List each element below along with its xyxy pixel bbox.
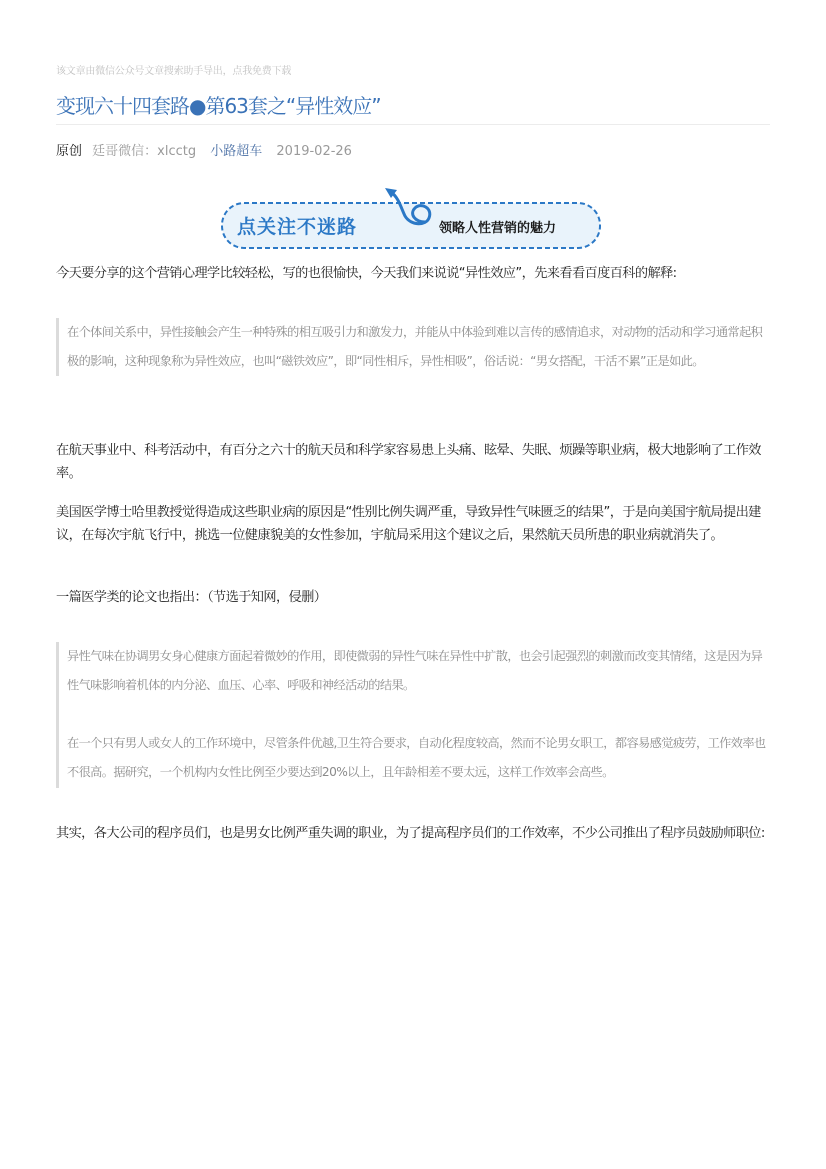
paper-quote-text-2: 在一个只有男人或女人的工作环境中，尽管条件优越,卫生符合要求，自动化程度较高，然而不论男女职工，都容易感觉疲劳，工作效率也不很高。据研究，一个机构内女性比例至少要达到20%以上，且年龄相差不要太远，这样工作效率会高些。 <box>67 736 766 779</box>
harley-paragraph: 美国医学博士哈里教授觉得造成这些职业病的原因是“性别比例失调严重，导致异性气味匮乏的结果”，于是向美国宇航局提出建议，在每次宇航飞行中，挑选一位健康貌美的女性参加，宇航局采用这个建议之后，果然航天员所患的职业病就消失了。 <box>56 505 761 543</box>
banner-left-text: 点关注不迷路 <box>237 216 358 238</box>
publish-date: 2019-02-26 <box>276 144 352 159</box>
article-title: 变现六十四套路●第63套之“异性效应” <box>56 94 381 118</box>
author-label: 廷哥微信：xlcctg <box>92 144 197 159</box>
banner-right-text: 领略人性营销的魅力 <box>439 221 557 236</box>
programmers-paragraph: 其实，各大公司的程序员们，也是男女比例严重失调的职业，为了提高程序员们的工作效率，不少公司推出了程序员鼓励师职位: <box>56 826 765 841</box>
baike-quote <box>56 318 770 376</box>
paper-quote-text-1: 异性气味在协调男女身心健康方面起着微妙的作用，即使微弱的异性气味在异性中扩散，也会引起强烈的刺激而改变其情绪，这是因为异性气味影响着机体的内分泌、血压、心率、呼吸和神经活动的结果。 <box>67 649 763 692</box>
follow-banner <box>219 186 603 252</box>
account-link[interactable]: 小路超车 <box>210 144 263 159</box>
paper-intro-paragraph: 一篇医学类的论文也指出：（节选于知网，侵删） <box>56 590 327 605</box>
baike-quote-text: 在个体间关系中，异性接触会产生一种特殊的相互吸引力和激发力，并能从中体验到难以言传的感情追求，对动物的活动和学习通常起积极的影响，这种现象称为异性效应，也叫“磁铁效应”，即“同性相斥，异性相吸”，俗话说：“男女搭配，干活不累”正是如此。 <box>67 325 763 368</box>
astronaut-paragraph: 在航天事业中、科考活动中，有百分之六十的航天员和科学家容易患上头痛、眩晕、失眠、烦躁等职业病，极大地影响了工作效率。 <box>56 443 761 481</box>
original-label: 原创 <box>56 144 83 159</box>
intro-paragraph: 今天要分享的这个营销心理学比较轻松，写的也很愉快，今天我们来说说“异性效应”，先来看看百度百科的解释: <box>56 266 677 281</box>
title-divider <box>56 124 770 125</box>
article-meta <box>56 140 352 159</box>
export-note-link[interactable]: 该文章由微信公众号文章搜索助手导出，点我免费下载 <box>56 66 292 77</box>
paper-quote <box>56 642 770 788</box>
